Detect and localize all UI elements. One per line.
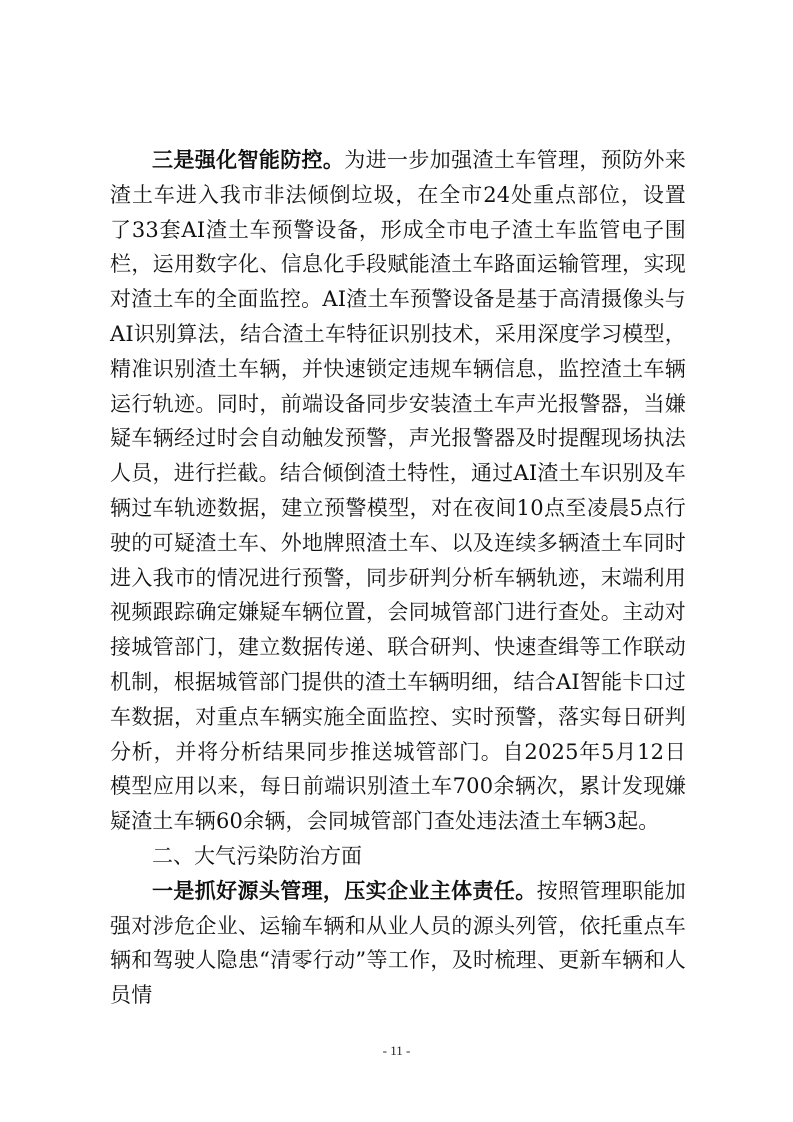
page-number: - 11 - [382,1043,411,1058]
paragraph-source-management [110,874,686,1013]
paragraph-lead-smart-control: 三是强化智能防控。 [152,147,345,172]
paragraph-body-source-management: 按照管理职能加强对涉危企业、运输车辆和从业人员的源头列管，依托重点车辆和驾驶人隐患“清零行动”等工作，及时梳理、更新车辆和人员情 [110,878,686,1008]
paragraph-smart-control [110,143,686,839]
document-body [110,143,686,1013]
paragraph-lead-source-management: 一是抓好源头管理，压实企业主体责任。 [152,877,537,903]
paragraph-body-smart-control: 为进一步加强渣土车管理，预防外来渣土车进入我市非法倾倒垃圾，在全市24处重点部位，设置了33套AI渣土车预警设备，形成全市电子渣土车监管电子围栏，运用数字化、信息化手段赋能渣土车路面运输管理，实现对渣土车的全面监控。AI渣土车预警设备是基于高清摄像头与AI识别算法，结合渣土车特征识别技术，采用深度学习模型，精准识别渣土车辆，并快速锁定违规车辆信息，监控渣土车辆运行轨迹。同时，前端设备同步安装渣土车声光报警器，当嫌疑车辆经过时会自动触发预警，声光报警器及时提醒现场执法人员，进行拦截。结合倾倒渣土特性，通过AI渣土车识别及车辆过车轨迹数据，建立预警模型，对在夜间10点至凌晨5点行驶的可疑渣土车、外地牌照渣土车、以及连续多辆渣土车同时进入我市的情况进行预警，同步研判分析车辆轨迹，末端利用视频跟踪确定嫌疑车辆位置，会同城管部门进行查处。主动对接城管部门，建立数据传递、联合研判、快速查缉等工作联动机制，根据城管部门提供的渣土车辆明细，结合AI智能卡口过车数据，对重点车辆实施全面监控、实时预警，落实每日研判分析，并将分析结果同步推送城管部门。自2025年5月12日模型应用以来，每日前端识别渣土车700余辆次，累计发现嫌疑渣土车辆60余辆，会同城管部门查处违法渣土车辆3起。 [110,148,686,834]
section-heading-air-pollution: 二、大气污染防治方面 [152,843,362,868]
